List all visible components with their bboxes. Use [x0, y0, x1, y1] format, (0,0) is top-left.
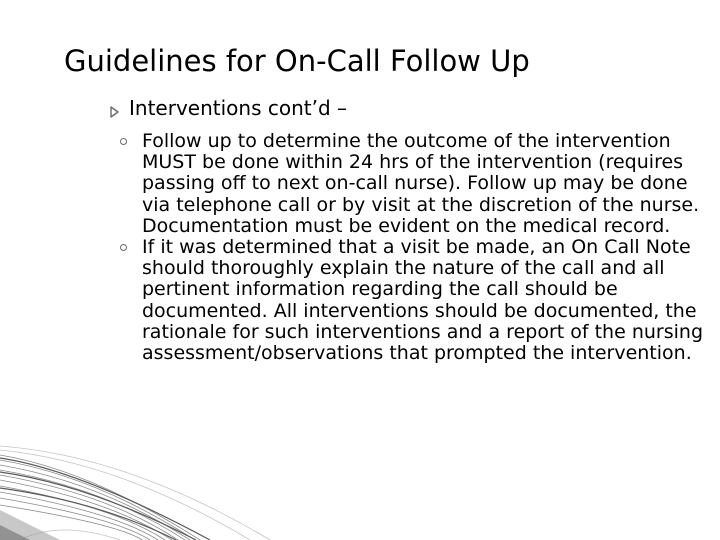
slide-title: Guidelines for On-Call Follow Up [64, 44, 530, 78]
sub-bullet-text: If it was determined that a visit be made, an On Call Note should thoroughly explain the nature of the call and all pertinent information regarding the call should be documented. All interventions should be documented, the rationale for such interventions and a report of the nursing assessment/observations that prompted the intervention. [142, 236, 704, 365]
triangle-right-icon [110, 102, 120, 122]
sub-bullet-item [118, 237, 714, 364]
sub-bullet-text: Follow up to determine the outcome of the intervention MUST be done within 24 hrs of the intervention (requires passing off to next on-call nurse). Follow up may be done via telephone call or by visit at the discretion of the nurse. Documentation must be evident on the medical record. [142, 130, 700, 237]
hollow-circle-icon [120, 244, 127, 251]
main-bullet-text: Interventions cont’d – [129, 96, 348, 120]
sub-bullet-item [118, 131, 714, 237]
main-bullet [110, 96, 347, 122]
hollow-circle-icon [120, 138, 127, 145]
sub-bullet-list [118, 131, 718, 364]
